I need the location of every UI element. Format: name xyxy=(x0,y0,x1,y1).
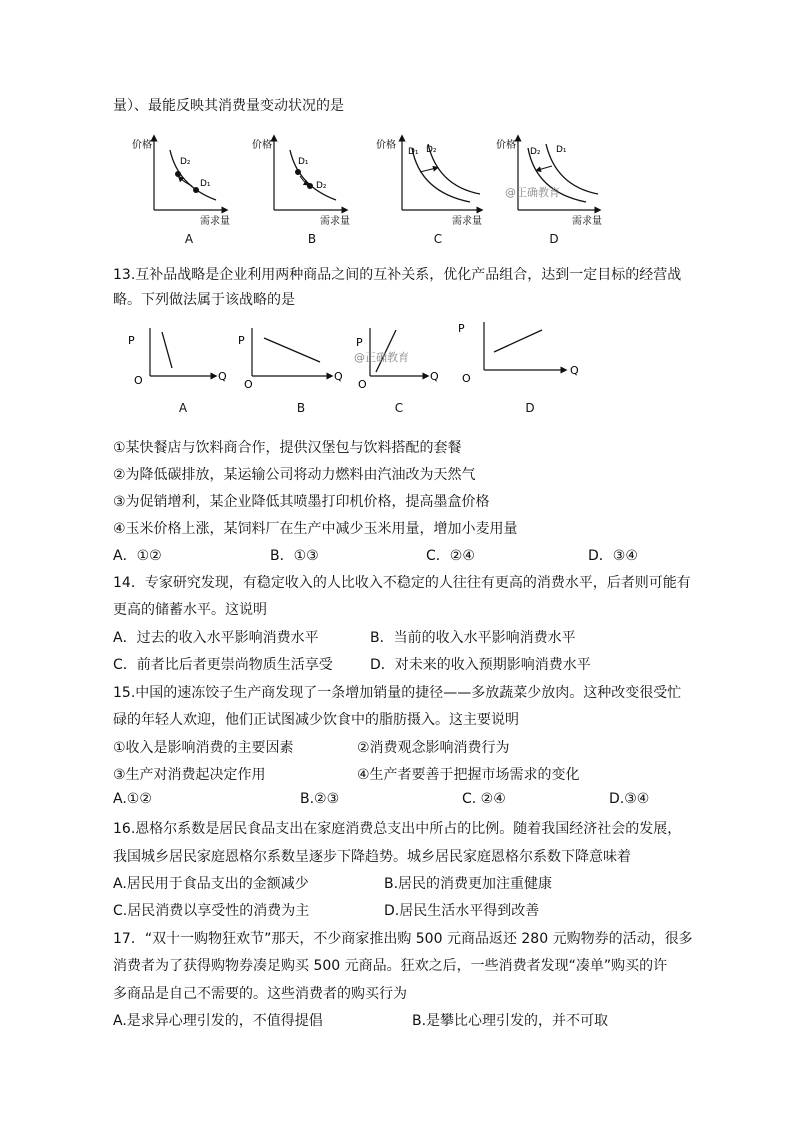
q17-option-b: B.是攀比心理引发的，并不可取 xyxy=(412,1013,609,1029)
q13-label-c: C xyxy=(394,401,404,415)
q13-c-o: O xyxy=(358,378,367,391)
q12-graph-b xyxy=(252,138,350,227)
q12-c-d2: D₂ xyxy=(426,145,437,155)
q12-b-price-label: 价格 xyxy=(252,140,272,151)
q14-option-a: A．过去的收入水平影响消费水平 xyxy=(113,630,319,646)
q13-label-d: D xyxy=(525,401,535,415)
q14-option-b: B．当前的收入水平影响消费水平 xyxy=(370,630,576,646)
q12-d-d1: D₁ xyxy=(556,145,567,155)
q13-option-b: B．①③ xyxy=(270,548,319,564)
q15-option-c: C. ②④ xyxy=(462,791,506,807)
q12-graph-d xyxy=(496,138,602,227)
q13-option-a: A．①② xyxy=(113,548,162,564)
q14-stem-line1: 14．专家研究发现，有稳定收入的人比收入不稳定的人往往有更高的消费水平，后者则可能有 xyxy=(113,575,691,591)
q13-item-3: ③为促销增利，某企业降低其喷墨打印机价格，提高墨盒价格 xyxy=(113,494,490,510)
q15-option-d: D.③④ xyxy=(609,791,650,807)
q15-item-2: ②消费观念影响消费行为 xyxy=(357,740,510,756)
q15-item-3: ③生产对消费起决定作用 xyxy=(113,767,266,783)
q12-stem-tail: 量）、最能反映其消费量变动状况的是 xyxy=(113,98,344,114)
q13-label-b: B xyxy=(296,401,306,415)
q15-option-b: B.②③ xyxy=(300,791,340,807)
q12-watermark: @正确教育 xyxy=(505,186,560,199)
q13-a-q: Q xyxy=(218,370,227,383)
q17-stem-line2: 消费者为了获得购物券凑足购买 500 元商品。狂欢之后，一些消费者发现“凑单”购买的许 xyxy=(113,958,668,974)
q13-c-q: Q xyxy=(430,370,439,383)
q13-stem-line1: 13.互补品战略是企业利用两种商品之间的互补关系，优化产品组合，达到一定目标的经营战 xyxy=(113,267,682,283)
q12-label-c: C xyxy=(433,232,443,246)
q12-a-demand-label: 需求量 xyxy=(200,216,230,227)
q13-a-p: P xyxy=(128,334,135,347)
q13-option-d: D．③④ xyxy=(588,548,638,564)
q13-label-a: A xyxy=(178,401,188,415)
q13-graph-b xyxy=(238,328,343,391)
q12-c-d1: D₁ xyxy=(408,147,419,157)
q12-d-demand-label: 需求量 xyxy=(572,216,602,227)
q14-stem-line2: 更高的储蓄水平。这说明 xyxy=(113,602,267,618)
q15-option-a: A.①② xyxy=(113,791,152,807)
q12-graphs xyxy=(120,128,640,228)
q12-label-d: D xyxy=(549,232,559,246)
q13-item-1: ①某快餐店与饮料商合作，提供汉堡包与饮料搭配的套餐 xyxy=(113,440,462,456)
q16-stem-line2: 我国城乡居民家庭恩格尔系数呈逐步下降趋势。城乡居民家庭恩格尔系数下降意味着 xyxy=(113,849,631,865)
q17-stem-line3: 多商品是自己不需要的。这些消费者的购买行为 xyxy=(113,986,407,1002)
q13-c-p: P xyxy=(356,336,363,349)
q15-stem-line1: 15.中国的速冻饺子生产商发现了一条增加销量的捷径——多放蔬菜少放肉。这种改变很受忙 xyxy=(113,685,682,701)
q13-watermark: @正确教育 xyxy=(354,351,409,364)
q16-stem-line1: 16.恩格尔系数是居民食品支出在家庭消费总支出中所占的比例。随着我国经济社会的发展， xyxy=(113,821,682,837)
q12-b-demand-label: 需求量 xyxy=(320,216,350,227)
q12-graph-a xyxy=(132,138,230,227)
q16-option-b: B.居民的消费更加注重健康 xyxy=(384,876,553,892)
q15-stem-line2: 碌的年轻人欢迎，他们正试图减少饮食中的脂肪摄入。这主要说明 xyxy=(113,712,519,728)
q13-b-q: Q xyxy=(334,370,343,383)
q16-option-c: C.居民消费以享受性的消费为主 xyxy=(113,903,310,919)
q17-option-a: A.是求异心理引发的，不值得提倡 xyxy=(113,1013,323,1029)
q12-a-d2: D₂ xyxy=(180,157,191,167)
q12-d-price-label: 价格 xyxy=(496,140,516,151)
q13-d-q: Q xyxy=(570,364,579,377)
q17-stem-line1: 17．“双十一购物狂欢节”那天，不少商家推出购 500 元商品返还 280 元购物券的活动，很多 xyxy=(113,931,693,947)
q15-item-4: ④生产者要善于把握市场需求的变化 xyxy=(357,767,580,783)
q13-stem-line2: 略。下列做法属于该战略的是 xyxy=(113,292,295,308)
q13-b-p: P xyxy=(238,334,245,347)
q12-b-d1: D₁ xyxy=(298,157,309,167)
q13-a-o: O xyxy=(134,374,143,387)
q12-a-d1: D₁ xyxy=(200,179,211,189)
q14-option-c: C．前者比后者更崇尚物质生活享受 xyxy=(113,657,333,673)
q13-item-2: ②为降低碳排放，某运输公司将动力燃料由汽油改为天然气 xyxy=(113,467,476,483)
q12-c-demand-label: 需求量 xyxy=(452,216,482,227)
q16-option-d: D.居民生活水平得到改善 xyxy=(384,903,540,919)
q13-option-c: C．②④ xyxy=(426,548,475,564)
q12-a-price-label: 价格 xyxy=(132,140,152,151)
q13-item-4: ④玉米价格上涨，某饲料厂在生产中减少玉米用量，增加小麦用量 xyxy=(113,521,518,537)
q13-graph-a xyxy=(128,328,227,387)
q12-c-price-label: 价格 xyxy=(376,140,396,151)
q13-d-p: P xyxy=(458,322,465,335)
q16-option-a: A.居民用于食品支出的金额减少 xyxy=(113,876,309,892)
q13-d-o: O xyxy=(462,372,471,385)
q12-b-d2: D₂ xyxy=(316,181,327,191)
q15-item-1: ①收入是影响消费的主要因素 xyxy=(113,740,294,756)
q13-b-o: O xyxy=(244,378,253,391)
q14-option-d: D．对未来的收入预期影响消费水平 xyxy=(370,657,591,673)
q12-label-b: B xyxy=(307,232,317,246)
q12-graph-c xyxy=(376,138,482,227)
q13-graph-d xyxy=(458,322,579,385)
q12-d-d2: D₂ xyxy=(530,147,541,157)
q12-label-a: A xyxy=(184,232,194,246)
